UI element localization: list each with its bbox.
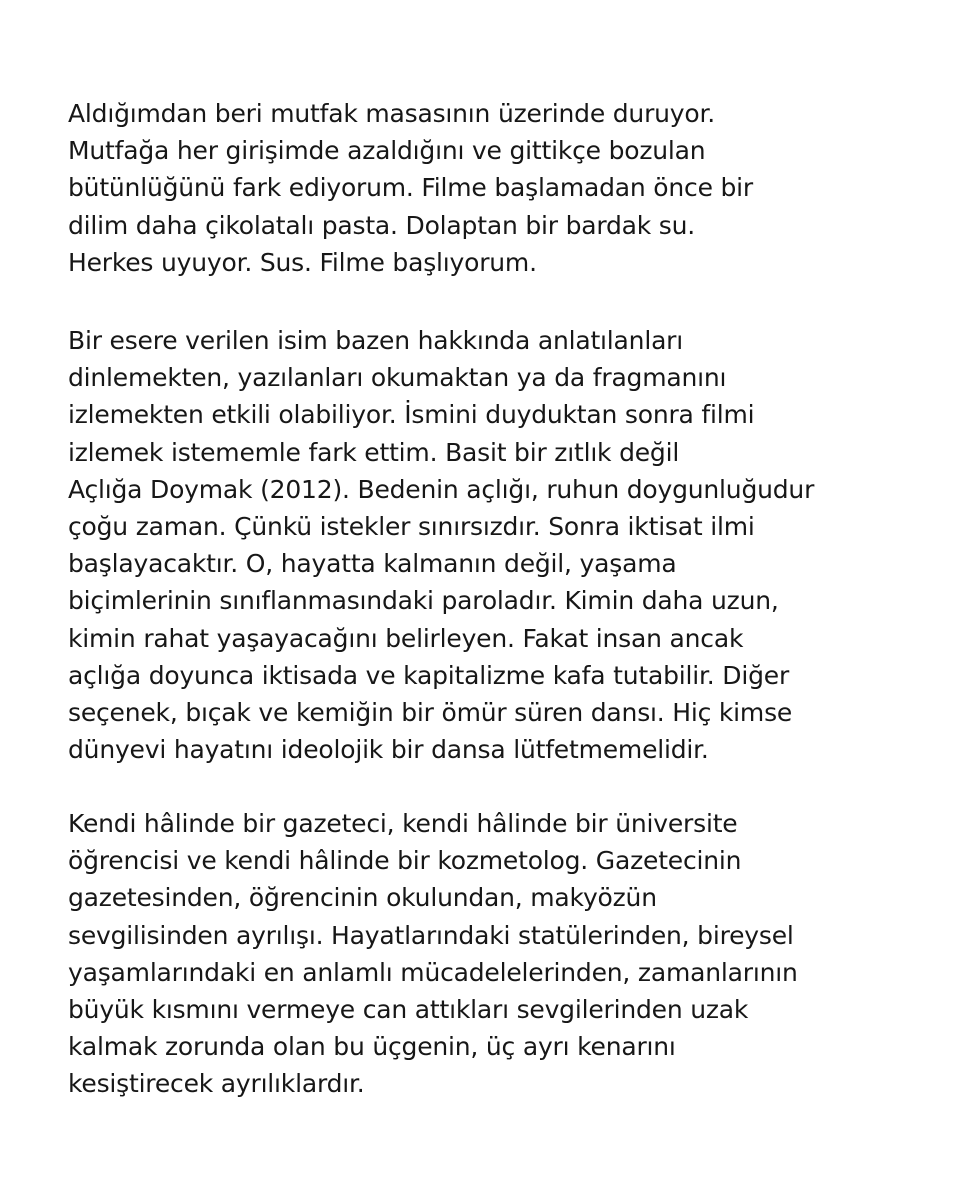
text-line: başlayacaktır. O, hayatta kalmanın değil, yaşama (68, 549, 677, 579)
text-line: kesiştirecek ayrılıklardır. (68, 1069, 365, 1099)
text-line: Herkes uyuyor. Sus. Filme başlıyorum. (68, 247, 537, 277)
paragraph-2 (68, 322, 928, 768)
text-line: Mutfağa her girişimde azaldığını ve gittikçe bozulan (68, 136, 706, 166)
text-line: gazetesinden, öğrencinin okulundan, makyözün (68, 883, 657, 913)
text-line: Kendi hâlinde bir gazeteci, kendi hâlinde bir üniversite (68, 809, 738, 838)
text-line: dünyevi hayatını ideolojik bir dansa lütfetmemelidir. (68, 735, 709, 765)
text-line: seçenek, bıçak ve kemiğin bir ömür süren dansı. Hiç kimse (68, 698, 793, 728)
text-line: sevgilisinden ayrılışı. Hayatlarındaki statülerinden, bireysel (68, 920, 794, 950)
text-line: Bir esere verilen isim bazen hakkında anlatılanları (68, 326, 684, 355)
text-line: kalmak zorunda olan bu üçgenin, üç ayrı kenarını (68, 1032, 676, 1062)
text-line: dilim daha çikolatalı pasta. Dolaptan bir bardak su. (68, 210, 696, 240)
paragraph-3 (68, 805, 928, 1103)
text-line: izlemek istememle fark ettim. Basit bir zıtlık değil (68, 437, 680, 467)
text-line: büyük kısmını vermeye can attıkları sevgilerinden uzak (68, 995, 749, 1025)
text-line: Açlığa Doymak (2012). Bedenin açlığı, ruhun doygunluğudur (68, 474, 815, 504)
text-line: Aldığımdan beri mutfak masasının üzerinde duruyor. (68, 99, 716, 128)
text-line: öğrencisi ve kendi hâlinde bir kozmetolog. Gazetecinin (68, 846, 742, 876)
text-line: biçimlerinin sınıflanmasındaki paroladır. Kimin daha uzun, (68, 586, 779, 616)
text-line: açlığa doyunca iktisada ve kapitalizme kafa tutabilir. Diğer (68, 660, 790, 690)
text-line: kimin rahat yaşayacağını belirleyen. Fakat insan ancak (68, 623, 744, 653)
text-line: çoğu zaman. Çünkü istekler sınırsızdır. Sonra iktisat ilmi (68, 512, 755, 542)
text-line: yaşamlarındaki en anlamlı mücadelelerinden, zamanlarının (68, 957, 798, 987)
text-line: bütünlüğünü fark ediyorum. Filme başlamadan önce bir (68, 173, 753, 203)
paragraph-1 (68, 95, 928, 281)
text-line: izlemekten etkili olabiliyor. İsmini duyduktan sonra filmi (68, 400, 755, 430)
text-line: dinlemekten, yazılanları okumaktan ya da fragmanını (68, 363, 727, 393)
